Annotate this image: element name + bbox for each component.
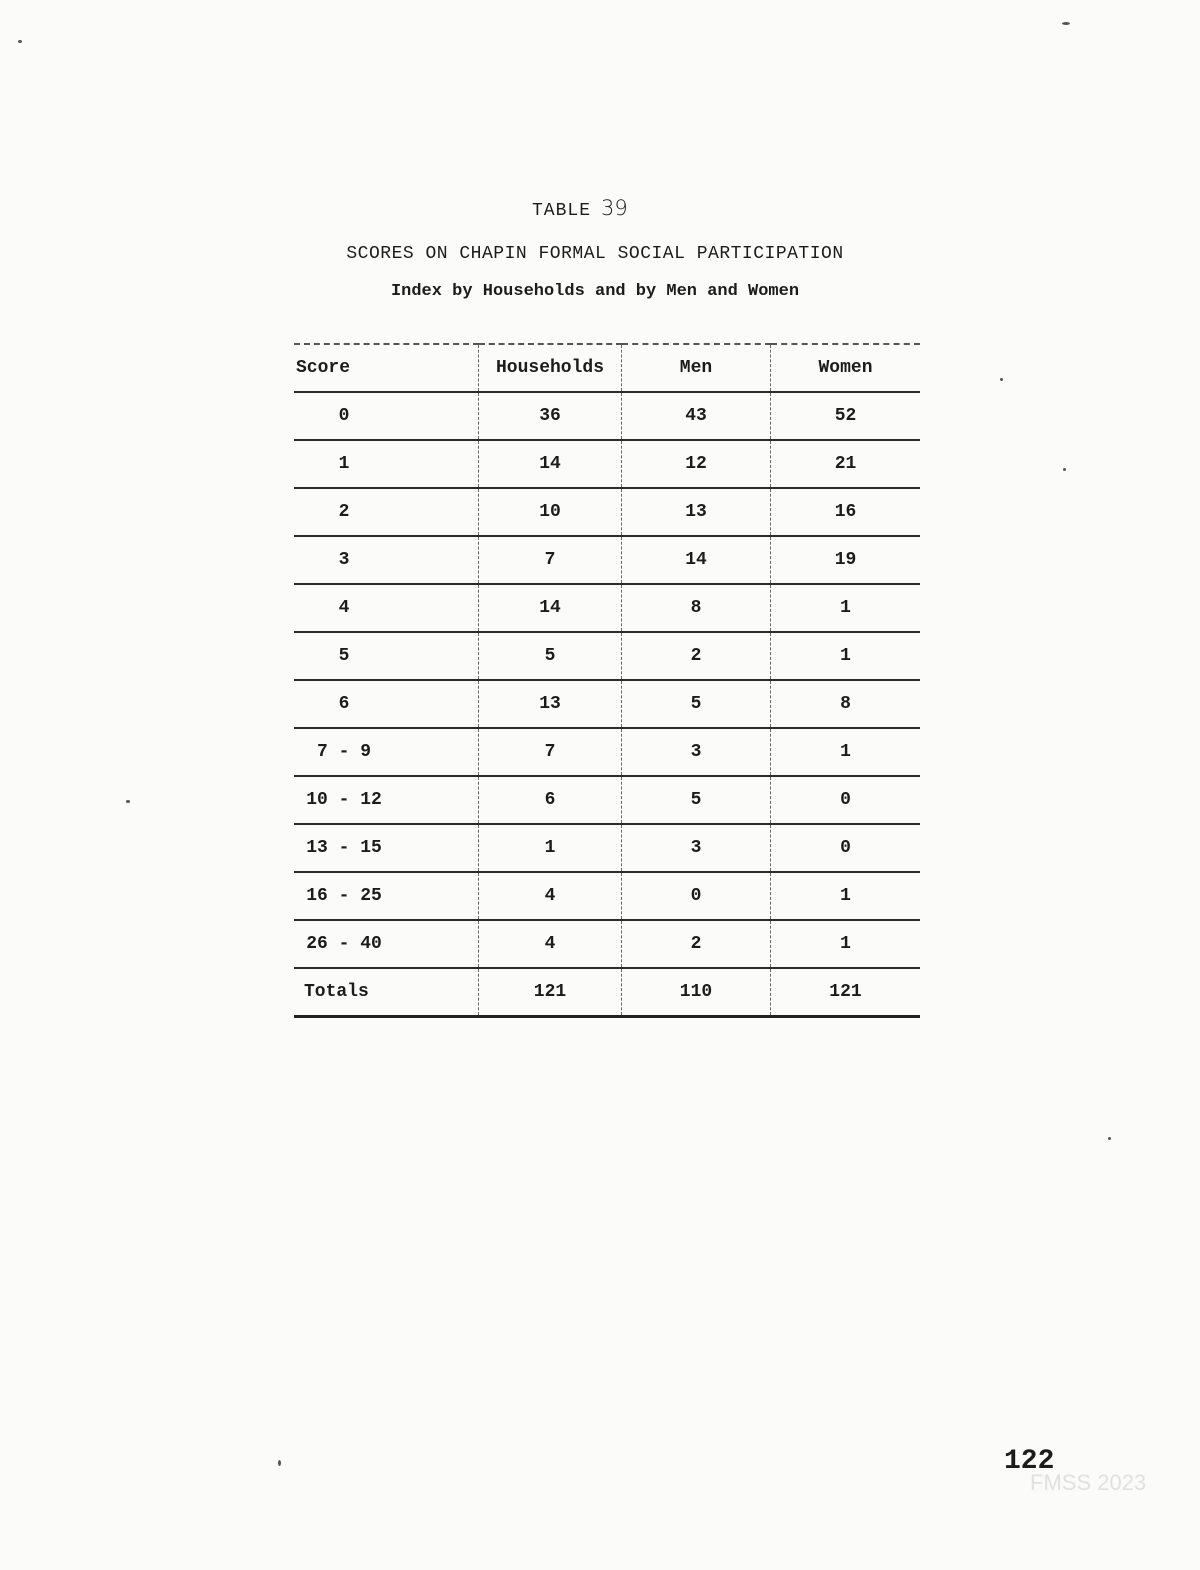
totals-men: 110 xyxy=(622,968,771,1017)
table-title: SCORES ON CHAPIN FORMAL SOCIAL PARTICIPATION xyxy=(346,244,844,264)
score-cell: 13 - 15 xyxy=(294,824,479,872)
women-cell: 1 xyxy=(771,632,921,680)
table-row xyxy=(294,440,920,488)
totals-label: Totals xyxy=(294,968,479,1017)
totals-women: 121 xyxy=(771,968,921,1017)
women-cell: 8 xyxy=(771,680,921,728)
score-cell: 16 - 25 xyxy=(294,872,479,920)
column-header-households: Households xyxy=(479,344,622,392)
score-cell: 3 xyxy=(294,536,479,584)
scan-speck xyxy=(1062,22,1070,25)
households-cell: 5 xyxy=(479,632,622,680)
scan-speck xyxy=(1063,468,1066,471)
women-cell: 1 xyxy=(771,872,921,920)
table-row xyxy=(294,632,920,680)
scan-speck xyxy=(278,1460,281,1466)
women-cell: 52 xyxy=(771,392,921,440)
men-cell: 5 xyxy=(622,776,771,824)
scores-table xyxy=(294,343,920,1018)
page-number: 122 xyxy=(1004,1446,1055,1477)
men-cell: 3 xyxy=(622,728,771,776)
households-cell: 7 xyxy=(479,536,622,584)
men-cell: 2 xyxy=(622,920,771,968)
score-cell: 0 xyxy=(294,392,479,440)
watermark: FMSS 2023 xyxy=(1030,1470,1147,1495)
table-row xyxy=(294,536,920,584)
households-cell: 14 xyxy=(479,440,622,488)
scan-speck xyxy=(126,800,130,803)
score-cell: 10 - 12 xyxy=(294,776,479,824)
men-cell: 12 xyxy=(622,440,771,488)
men-cell: 5 xyxy=(622,680,771,728)
totals-row xyxy=(294,968,920,1017)
women-cell: 19 xyxy=(771,536,921,584)
scan-speck xyxy=(1108,1137,1111,1140)
households-cell: 6 xyxy=(479,776,622,824)
header-row xyxy=(294,344,920,392)
score-cell: 6 xyxy=(294,680,479,728)
score-cell: 2 xyxy=(294,488,479,536)
table-row xyxy=(294,680,920,728)
score-cell: 26 - 40 xyxy=(294,920,479,968)
table-row xyxy=(294,584,920,632)
women-cell: 1 xyxy=(771,728,921,776)
table-row xyxy=(294,824,920,872)
table-row xyxy=(294,920,920,968)
men-cell: 3 xyxy=(622,824,771,872)
scan-speck xyxy=(18,40,22,43)
households-cell: 4 xyxy=(479,872,622,920)
column-header-men: Men xyxy=(622,344,771,392)
households-cell: 13 xyxy=(479,680,622,728)
households-cell: 4 xyxy=(479,920,622,968)
table-row xyxy=(294,392,920,440)
table-label xyxy=(532,196,628,221)
column-header-women: Women xyxy=(771,344,921,392)
table-label-text: TABLE xyxy=(532,201,592,221)
score-cell: 1 xyxy=(294,440,479,488)
women-cell: 1 xyxy=(771,584,921,632)
score-cell: 4 xyxy=(294,584,479,632)
households-cell: 1 xyxy=(479,824,622,872)
score-cell: 5 xyxy=(294,632,479,680)
women-cell: 0 xyxy=(771,776,921,824)
households-cell: 14 xyxy=(479,584,622,632)
totals-households: 121 xyxy=(479,968,622,1017)
women-cell: 1 xyxy=(771,920,921,968)
table-row xyxy=(294,488,920,536)
men-cell: 13 xyxy=(622,488,771,536)
households-cell: 36 xyxy=(479,392,622,440)
women-cell: 21 xyxy=(771,440,921,488)
men-cell: 2 xyxy=(622,632,771,680)
women-cell: 0 xyxy=(771,824,921,872)
column-header-score: Score xyxy=(294,344,479,392)
table-row xyxy=(294,872,920,920)
table-number: 39 xyxy=(601,196,628,220)
table-row xyxy=(294,728,920,776)
households-cell: 10 xyxy=(479,488,622,536)
men-cell: 8 xyxy=(622,584,771,632)
men-cell: 14 xyxy=(622,536,771,584)
households-cell: 7 xyxy=(479,728,622,776)
table-row xyxy=(294,776,920,824)
men-cell: 43 xyxy=(622,392,771,440)
table-subtitle: Index by Households and by Men and Women xyxy=(390,282,800,301)
women-cell: 16 xyxy=(771,488,921,536)
men-cell: 0 xyxy=(622,872,771,920)
score-cell: 7 - 9 xyxy=(294,728,479,776)
scan-speck xyxy=(1000,378,1003,381)
